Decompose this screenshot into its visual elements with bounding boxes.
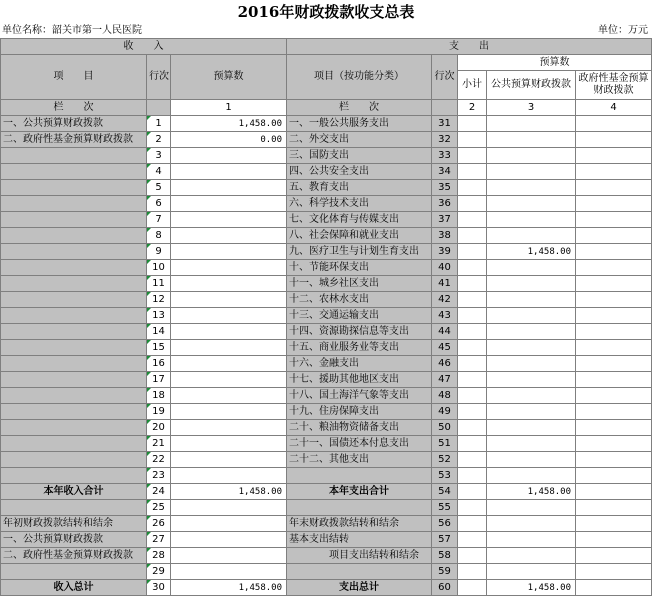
subtotal-cell[interactable] [458,308,487,324]
expense-line: 32 [432,132,458,148]
income-budget[interactable] [171,196,287,212]
subtotal-cell[interactable] [458,404,487,420]
expense-line: 45 [432,340,458,356]
income-budget[interactable] [171,532,287,548]
table-row [1,132,652,148]
income-item: 一、公共预算财政拨款 [1,532,147,548]
income-line: 11 [147,276,171,292]
expense-line: 33 [432,148,458,164]
table-row [1,212,652,228]
income-line: 7 [147,212,171,228]
expense-item: 十二、农林水支出 [287,292,432,308]
table-row [1,228,652,244]
subtotal-cell[interactable] [458,468,487,484]
gov-fund-cell[interactable] [576,116,652,132]
expense-item [287,564,432,580]
subtotal-cell[interactable] [458,436,487,452]
expense-item: 二十、粮油物资储备支出 [287,420,432,436]
expense-line: 41 [432,276,458,292]
expense-item: 七、文化体育与传媒支出 [287,212,432,228]
gov-fund-cell[interactable] [576,516,652,532]
income-budget[interactable] [171,404,287,420]
subtotal-header: 小计 [458,71,487,100]
income-line: 29 [147,564,171,580]
public-budget-cell[interactable] [487,388,576,404]
income-budget[interactable] [171,356,287,372]
expense-item: 二十一、国债还本付息支出 [287,436,432,452]
expense-header: 支 出 [287,39,652,55]
subtotal-cell[interactable] [458,372,487,388]
col4-label: 4 [576,100,652,116]
public-budget-cell[interactable] [487,324,576,340]
public-budget-cell[interactable] [487,228,576,244]
public-budget-cell[interactable] [487,532,576,548]
expense-line: 49 [432,404,458,420]
income-budget[interactable] [171,500,287,516]
income-budget[interactable] [171,372,287,388]
income-budget[interactable] [171,324,287,340]
expense-line: 42 [432,292,458,308]
income-budget[interactable] [171,260,287,276]
table-row [1,548,652,564]
budget-table [0,38,652,596]
subtotal-cell[interactable] [458,500,487,516]
subtotal-cell[interactable] [458,212,487,228]
income-budget[interactable] [171,244,287,260]
income-item: 二、政府性基金预算财政拨款 [1,548,147,564]
income-budget[interactable] [171,436,287,452]
subtotal-cell[interactable] [458,452,487,468]
expense-item: 年末财政拨款结转和结余 [287,516,432,532]
gov-fund-cell[interactable] [576,500,652,516]
gov-fund-cell[interactable] [576,420,652,436]
expense-item: 六、科学技术支出 [287,196,432,212]
public-budget-cell[interactable] [487,548,576,564]
income-item [1,436,147,452]
gov-fund-cell[interactable] [576,468,652,484]
income-header: 收 入 [1,39,287,55]
exp-item-header: 项目（按功能分类） [287,55,432,100]
column-number-row [1,100,652,116]
subtotal-cell[interactable] [458,356,487,372]
table-row [1,484,652,500]
income-line: 13 [147,308,171,324]
income-item [1,500,147,516]
income-item [1,388,147,404]
income-budget[interactable] [171,148,287,164]
expense-item: 十七、援助其他地区支出 [287,372,432,388]
income-line: 4 [147,164,171,180]
expense-item: 十一、城乡社区支出 [287,276,432,292]
expense-line: 35 [432,180,458,196]
income-item: 一、公共预算财政拨款 [1,116,147,132]
expense-line: 59 [432,564,458,580]
gov-fund-cell[interactable] [576,452,652,468]
gov-fund-cell[interactable] [576,276,652,292]
public-budget-header: 公共预算财政拨款 [487,71,576,100]
income-item [1,324,147,340]
expense-item: 项目支出结转和结余 [287,548,432,564]
public-budget-cell[interactable] [487,372,576,388]
subtotal-cell[interactable] [458,484,487,500]
budget-group-header: 预算数 [458,55,652,71]
expense-item: 十八、国土海洋气象等支出 [287,388,432,404]
income-line: 18 [147,388,171,404]
expense-line: 54 [432,484,458,500]
table-title: 2016年财政拨款收支总表 [237,3,415,21]
income-line: 14 [147,324,171,340]
table-row [1,292,652,308]
gov-fund-cell[interactable] [576,132,652,148]
subtotal-cell[interactable] [458,180,487,196]
gov-fund-cell[interactable] [576,436,652,452]
gov-fund-cell[interactable] [576,148,652,164]
lan-label-2: 栏 次 [287,100,432,116]
subtotal-cell[interactable] [458,532,487,548]
expense-line: 58 [432,548,458,564]
expense-line: 40 [432,260,458,276]
expense-item: 十三、交通运输支出 [287,308,432,324]
gov-fund-cell[interactable] [576,244,652,260]
subtotal-cell[interactable] [458,276,487,292]
income-line: 26 [147,516,171,532]
gov-fund-cell[interactable] [576,292,652,308]
expense-line: 57 [432,532,458,548]
income-item [1,148,147,164]
public-budget-cell[interactable] [487,148,576,164]
income-line: 16 [147,356,171,372]
income-line: 17 [147,372,171,388]
gov-fund-cell[interactable] [576,196,652,212]
table-row [1,564,652,580]
income-item [1,164,147,180]
gov-fund-cell[interactable] [576,228,652,244]
public-budget-cell[interactable] [487,308,576,324]
public-budget-cell[interactable] [487,116,576,132]
income-line: 30 [147,580,171,596]
public-budget-cell[interactable] [487,564,576,580]
subtotal-cell[interactable] [458,324,487,340]
public-budget-cell[interactable] [487,356,576,372]
gov-fund-cell[interactable] [576,340,652,356]
expense-item: 十六、金融支出 [287,356,432,372]
expense-item [287,468,432,484]
col2-label: 2 [458,100,487,116]
table-row [1,180,652,196]
line-header: 行次 [147,55,171,100]
gov-fund-cell[interactable] [576,164,652,180]
subtotal-cell[interactable] [458,420,487,436]
income-budget[interactable] [171,548,287,564]
public-budget-cell[interactable] [487,468,576,484]
expense-item: 三、国防支出 [287,148,432,164]
income-line: 5 [147,180,171,196]
public-budget-cell[interactable] [487,516,576,532]
subtotal-cell[interactable] [458,260,487,276]
income-budget[interactable] [171,276,287,292]
income-line: 6 [147,196,171,212]
col1-label: 1 [171,100,287,116]
expense-line: 47 [432,372,458,388]
expense-line: 43 [432,308,458,324]
subtotal-cell[interactable] [458,196,487,212]
gov-fund-cell[interactable] [576,260,652,276]
unit-row [0,24,652,38]
expense-item: 十、节能环保支出 [287,260,432,276]
subtotal-cell[interactable] [458,516,487,532]
income-budget[interactable] [171,292,287,308]
unit-label: 单位：万元 [598,25,648,36]
income-item [1,212,147,228]
table-row [1,372,652,388]
subtotal-cell[interactable] [458,548,487,564]
public-budget-cell[interactable] [487,500,576,516]
header-row-2 [1,55,652,71]
table-row [1,308,652,324]
income-item [1,276,147,292]
public-budget-cell[interactable] [487,292,576,308]
subtotal-cell[interactable] [458,116,487,132]
income-item [1,404,147,420]
income-line: 1 [147,116,171,132]
expense-item [287,500,432,516]
header-row-1 [1,39,652,55]
public-budget-cell[interactable] [487,196,576,212]
gov-fund-cell[interactable] [576,580,652,596]
gov-fund-cell[interactable] [576,404,652,420]
subtotal-cell[interactable] [458,132,487,148]
public-budget-cell[interactable] [487,180,576,196]
expense-item: 八、社会保障和就业支出 [287,228,432,244]
table-body [1,116,652,596]
income-item [1,372,147,388]
expense-line: 60 [432,580,458,596]
expense-line: 52 [432,452,458,468]
expense-line: 38 [432,228,458,244]
public-budget-cell[interactable] [487,436,576,452]
public-budget-cell[interactable]: 1,458.00 [487,580,576,596]
table-row [1,244,652,260]
expense-line: 53 [432,468,458,484]
table-row [1,260,652,276]
income-budget[interactable] [171,468,287,484]
subtotal-cell[interactable] [458,388,487,404]
income-line: 28 [147,548,171,564]
income-budget[interactable] [171,164,287,180]
subtotal-cell[interactable] [458,228,487,244]
gov-fund-cell[interactable] [576,324,652,340]
expense-line: 36 [432,196,458,212]
public-budget-cell[interactable] [487,132,576,148]
gov-fund-cell[interactable] [576,180,652,196]
expense-item: 十九、住房保障支出 [287,404,432,420]
table-row [1,388,652,404]
income-item [1,468,147,484]
expense-line: 51 [432,436,458,452]
table-row [1,148,652,164]
table-row [1,196,652,212]
income-item [1,564,147,580]
expense-line: 34 [432,164,458,180]
income-line: 23 [147,468,171,484]
income-budget[interactable] [171,516,287,532]
expense-item: 二十二、其他支出 [287,452,432,468]
subtotal-cell[interactable] [458,292,487,308]
expense-item: 五、教育支出 [287,180,432,196]
subtotal-cell[interactable] [458,164,487,180]
income-item [1,292,147,308]
income-line: 9 [147,244,171,260]
income-item: 二、政府性基金预算财政拨款 [1,132,147,148]
public-budget-cell[interactable] [487,420,576,436]
table-row [1,164,652,180]
expense-item: 支出总计 [287,580,432,596]
gov-fund-header: 政府性基金预算财政拨款 [576,71,652,100]
income-line: 10 [147,260,171,276]
subtotal-cell[interactable] [458,148,487,164]
gov-fund-cell[interactable] [576,484,652,500]
table-row [1,420,652,436]
table-row [1,356,652,372]
unit-name: 单位名称：韶关市第一人民医院 [2,25,142,36]
expense-line: 44 [432,324,458,340]
public-budget-cell[interactable] [487,404,576,420]
income-item [1,356,147,372]
table-row [1,404,652,420]
income-item [1,420,147,436]
subtotal-cell[interactable] [458,244,487,260]
public-budget-cell[interactable] [487,212,576,228]
income-budget[interactable] [171,180,287,196]
table-row [1,500,652,516]
income-item [1,260,147,276]
income-item: 本年收入合计 [1,484,147,500]
table-row [1,452,652,468]
expense-item: 四、公共安全支出 [287,164,432,180]
exp-line-header: 行次 [432,55,458,100]
income-line: 27 [147,532,171,548]
expense-line: 56 [432,516,458,532]
public-budget-cell[interactable] [487,340,576,356]
income-line: 22 [147,452,171,468]
table-row [1,116,652,132]
expense-item: 二、外交支出 [287,132,432,148]
table-row [1,516,652,532]
item-header: 项 目 [1,55,147,100]
expense-item: 一、一般公共服务支出 [287,116,432,132]
gov-fund-cell[interactable] [576,548,652,564]
income-item [1,308,147,324]
expense-line: 31 [432,116,458,132]
income-line: 15 [147,340,171,356]
income-line: 24 [147,484,171,500]
gov-fund-cell[interactable] [576,308,652,324]
table-row [1,340,652,356]
income-item [1,340,147,356]
public-budget-cell[interactable] [487,452,576,468]
table-row [1,276,652,292]
lan-label: 栏 次 [1,100,147,116]
public-budget-cell[interactable]: 1,458.00 [487,244,576,260]
subtotal-cell[interactable] [458,580,487,596]
gov-fund-cell[interactable] [576,372,652,388]
expense-item: 基本支出结转 [287,532,432,548]
expense-line: 55 [432,500,458,516]
expense-line: 48 [432,388,458,404]
income-budget[interactable] [171,452,287,468]
income-line: 21 [147,436,171,452]
income-budget[interactable] [171,420,287,436]
expense-item: 十五、商业服务业等支出 [287,340,432,356]
income-line: 12 [147,292,171,308]
income-item [1,180,147,196]
income-budget[interactable]: 1,458.00 [171,484,287,500]
income-item [1,452,147,468]
public-budget-cell[interactable] [487,164,576,180]
expense-line: 46 [432,356,458,372]
expense-line: 50 [432,420,458,436]
income-item [1,228,147,244]
income-budget[interactable]: 1,458.00 [171,580,287,596]
income-budget[interactable] [171,212,287,228]
income-line: 8 [147,228,171,244]
income-budget[interactable] [171,228,287,244]
income-budget[interactable]: 0.00 [171,132,287,148]
income-item: 收入总计 [1,580,147,596]
table-row [1,436,652,452]
subtotal-cell[interactable] [458,564,487,580]
income-item [1,196,147,212]
income-budget[interactable]: 1,458.00 [171,116,287,132]
expense-line: 39 [432,244,458,260]
table-row [1,324,652,340]
expense-item: 本年支出合计 [287,484,432,500]
expense-line: 37 [432,212,458,228]
public-budget-cell[interactable]: 1,458.00 [487,484,576,500]
income-budget[interactable] [171,564,287,580]
table-row [1,580,652,596]
subtotal-cell[interactable] [458,340,487,356]
income-line: 20 [147,420,171,436]
public-budget-cell[interactable] [487,260,576,276]
expense-item: 九、医疗卫生与计划生育支出 [287,244,432,260]
table-row [1,532,652,548]
budget-header: 预算数 [171,55,287,100]
gov-fund-cell[interactable] [576,356,652,372]
col3-label: 3 [487,100,576,116]
income-line: 19 [147,404,171,420]
gov-fund-cell[interactable] [576,212,652,228]
income-item [1,244,147,260]
income-budget[interactable] [171,308,287,324]
gov-fund-cell[interactable] [576,564,652,580]
table-row [1,468,652,484]
income-budget[interactable] [171,340,287,356]
income-item: 年初财政拨款结转和结余 [1,516,147,532]
income-line: 25 [147,500,171,516]
gov-fund-cell[interactable] [576,388,652,404]
income-line: 2 [147,132,171,148]
gov-fund-cell[interactable] [576,532,652,548]
public-budget-cell[interactable] [487,276,576,292]
income-budget[interactable] [171,388,287,404]
income-line: 3 [147,148,171,164]
expense-item: 十四、资源勘探信息等支出 [287,324,432,340]
